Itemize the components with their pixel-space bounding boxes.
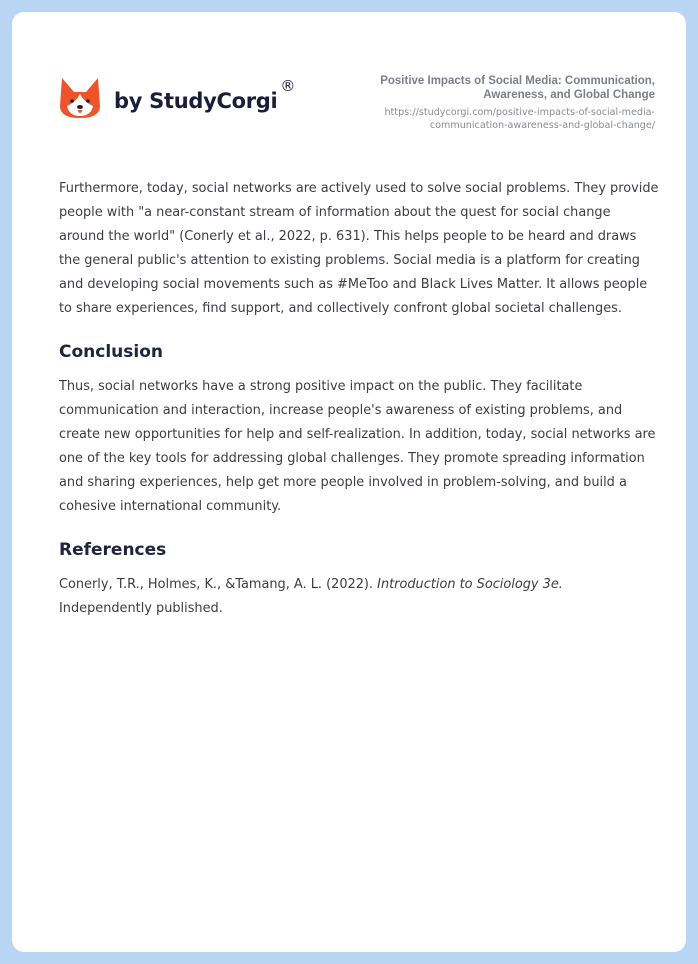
document-header: [59, 74, 655, 144]
document-body: [59, 177, 659, 639]
document-title: Positive Impacts of Social Media: Communication, Awareness, and Global Change: [380, 75, 655, 101]
conclusion-paragraph: Thus, social networks have a strong positive impact on the public. They facilitate communication and interaction, increase people's awareness of existing problems, and create new opportunities for help and self-realization. In addition, today, social networks are one of the key tools for addressing global challenges. They promote spreading information and sharing experiences, help get more people involved in problem-solving, and build a cohesive international community.: [59, 379, 656, 514]
reference-title: Introduction to Sociology 3e.: [377, 577, 563, 592]
document-meta: [325, 74, 655, 132]
conclusion-heading: Conclusion: [59, 342, 163, 362]
corgi-head-icon: [59, 76, 101, 120]
registered-mark: ®: [280, 77, 296, 95]
studycorgi-logo[interactable]: [59, 76, 295, 120]
brand-name: by StudyCorgi: [114, 89, 278, 113]
document-card: [12, 12, 686, 952]
reference-authors: Conerly, T.R., Holmes, K., &Tamang, A. L. (2022).: [59, 577, 378, 592]
reference-publisher: Independently published.: [59, 601, 223, 616]
intro-paragraph: Furthermore, today, social networks are actively used to solve social problems. They provide people with "a near-constant stream of information about the quest for social change around the world" (Conerly et al., 2022, p. 631). This helps people to be heard and draws the general public's attention to existing problems. Social media is a platform for creating and developing social movements such as #MeToo and Black Lives Matter. It allows people to share experiences, find support, and collectively confront global societal challenges.: [59, 181, 659, 316]
references-heading: References: [59, 540, 167, 560]
reference-entry: [59, 573, 659, 621]
document-url[interactable]: https://studycorgi.com/positive-impacts-of-social-media-communication-awareness-and-global-change/: [384, 107, 655, 131]
